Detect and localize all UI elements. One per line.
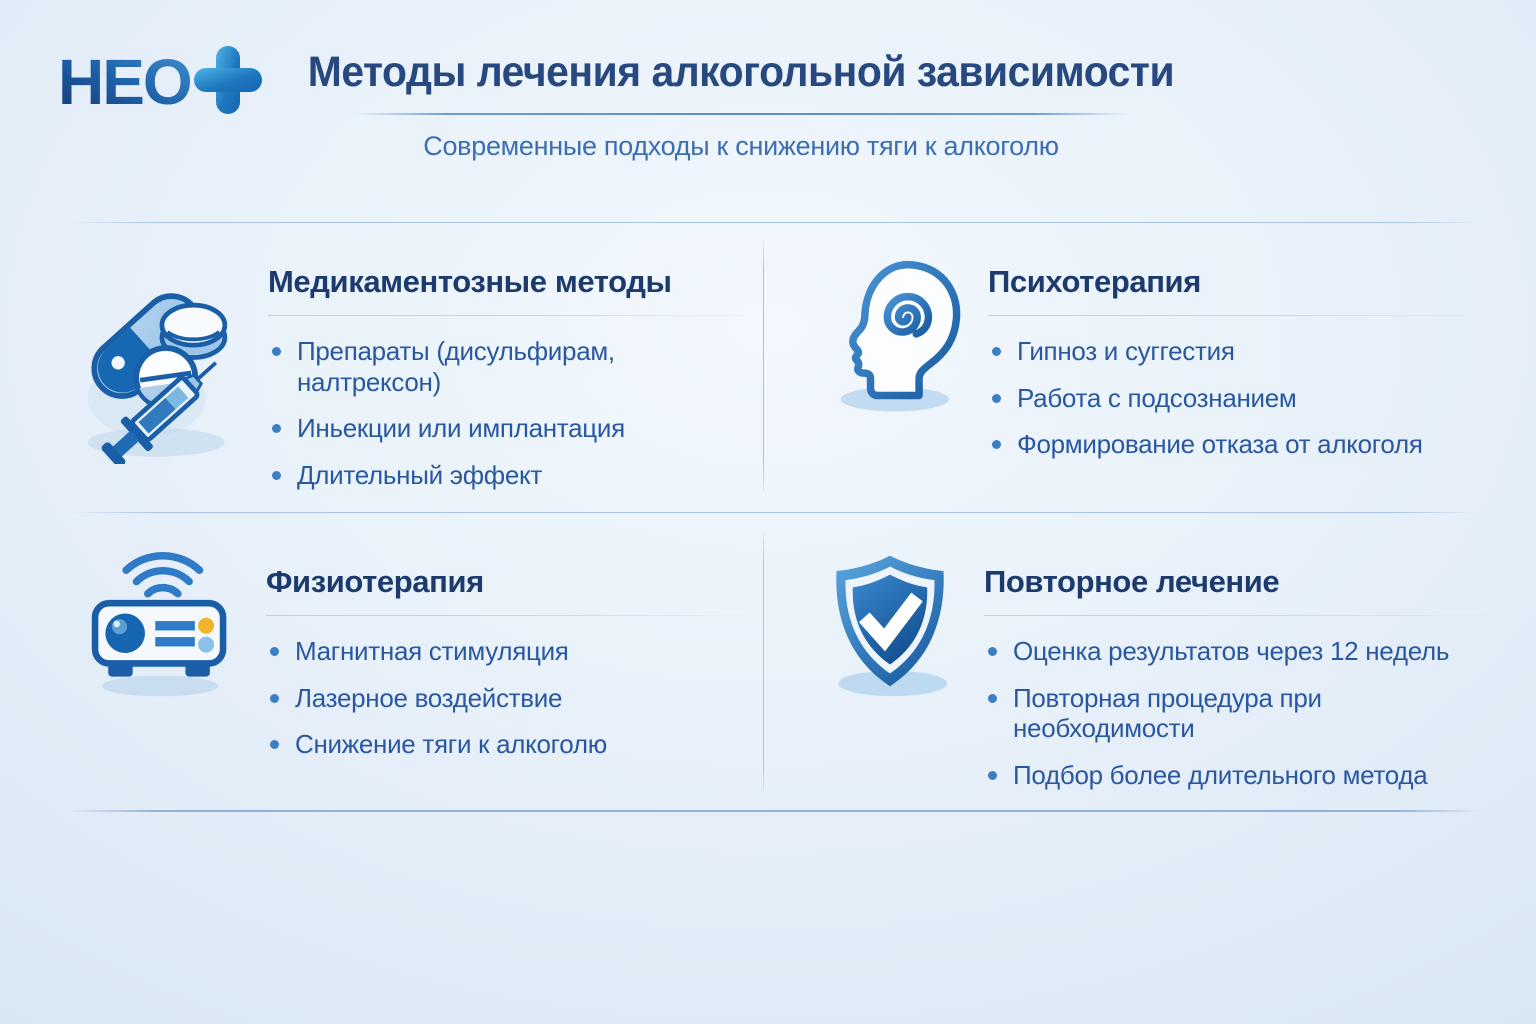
section-title: Физиотерапия <box>266 564 484 599</box>
bullet-dot-icon <box>992 394 1001 403</box>
bullet-item <box>988 336 1487 367</box>
logo-text: НЕО <box>58 46 191 118</box>
bullet-item <box>266 683 745 714</box>
section-psychotherapy <box>822 240 1487 476</box>
bullet-dot-icon <box>272 347 281 356</box>
section-title-underline <box>984 615 1487 616</box>
bullet-text: Снижение тяги к алкоголю <box>295 729 607 760</box>
bullet-item <box>988 383 1487 414</box>
bullet-item <box>984 760 1487 791</box>
bullet-item <box>988 429 1487 460</box>
bullet-dot-icon <box>988 771 997 780</box>
bullet-text: Лазерное воздействие <box>295 682 563 713</box>
bullet-text: Подбор более длительного метода <box>1013 760 1428 791</box>
page-title: Методы лечения алкогольной зависимости <box>307 48 1175 96</box>
section-repeat-treatment <box>822 528 1487 807</box>
title-divider <box>356 113 1126 115</box>
section-title: Повторное лечение <box>984 564 1280 599</box>
page-subtitle: Современные подходы к снижению тяги к алкоголю <box>423 131 1059 161</box>
bullet-item <box>266 729 745 760</box>
bullet-item <box>268 336 745 397</box>
vertical-divider-row2 <box>763 534 764 792</box>
section-title: Медикаментозные методы <box>268 264 672 299</box>
section-title-underline <box>266 615 745 616</box>
bullet-text: Препараты (дисульфирам, налтрексон) <box>297 336 615 397</box>
bullet-dot-icon <box>270 694 279 703</box>
shield-check-icon <box>822 546 958 807</box>
bullet-list <box>988 336 1487 460</box>
section-medication <box>80 240 745 507</box>
bullet-dot-icon <box>272 471 281 480</box>
bullet-text: Магнитная стимуляция <box>295 636 569 666</box>
bullet-dot-icon <box>992 440 1001 449</box>
section-title-underline <box>268 315 745 316</box>
bullet-list <box>268 336 745 491</box>
bullet-text: Гипноз и суггестия <box>1017 336 1235 366</box>
bullet-list <box>266 636 745 760</box>
bullet-item <box>984 683 1487 744</box>
bullet-text: Иньекции или имплантация <box>297 413 625 444</box>
bullet-text: Длительный эффект <box>297 460 543 491</box>
bullet-text: Оценка результатов через 12 недель <box>1013 636 1450 666</box>
bullet-text: Работа с подсознанием <box>1017 382 1297 413</box>
magnet-device-icon <box>80 546 240 776</box>
pills-syringe-icon <box>80 252 242 507</box>
horizontal-divider-top <box>70 222 1480 223</box>
vertical-divider-row1 <box>763 241 764 491</box>
bullet-dot-icon <box>988 647 997 656</box>
section-title: Психотерапия <box>988 264 1201 299</box>
bullet-list <box>984 636 1487 791</box>
bullet-dot-icon <box>988 694 997 703</box>
section-title-underline <box>988 315 1487 316</box>
bullet-dot-icon <box>992 347 1001 356</box>
horizontal-divider-middle <box>70 512 1480 513</box>
bullet-item <box>984 636 1487 667</box>
bullet-dot-icon <box>270 740 279 749</box>
horizontal-divider-bottom <box>70 810 1480 812</box>
bullet-item <box>268 460 745 491</box>
header <box>0 48 1482 162</box>
bullet-item <box>266 636 745 667</box>
bullet-text: Повторная процедура при необходимости <box>1013 682 1322 744</box>
bullet-text: Формирование отказа от алкоголя <box>1017 429 1423 460</box>
bullet-item <box>268 413 745 444</box>
section-physiotherapy <box>80 528 745 776</box>
bullet-dot-icon <box>270 647 279 656</box>
bullet-dot-icon <box>272 424 281 433</box>
head-spiral-icon <box>822 250 962 476</box>
